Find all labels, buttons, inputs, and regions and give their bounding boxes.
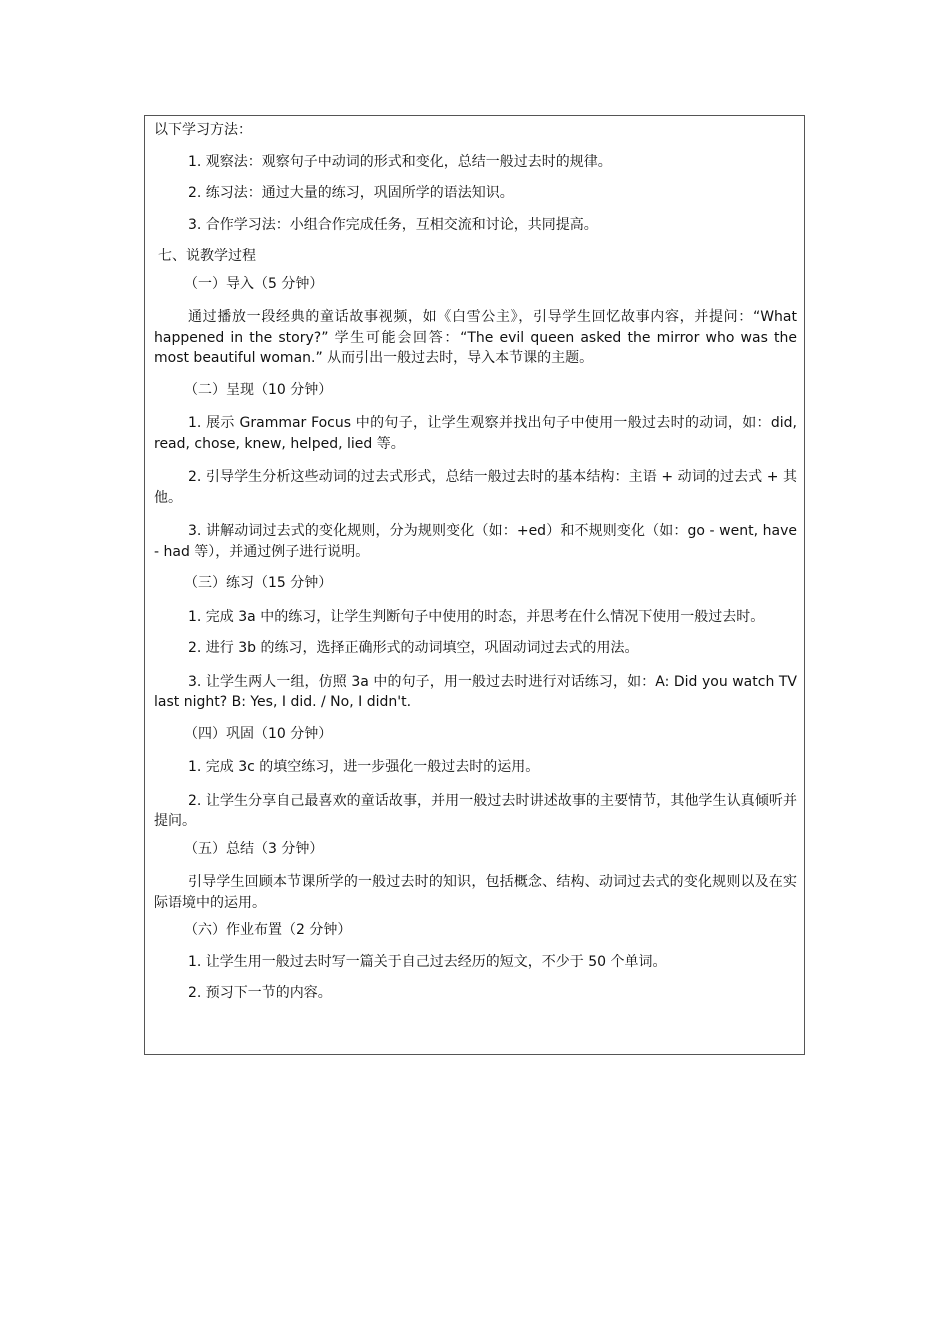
method-item: 2. 练习法：通过大量的练习，巩固所学的语法知识。 bbox=[188, 185, 514, 201]
consolidation-item: 2. 让学生分享自己最喜欢的童话故事，并用一般过去时讲述故事的主要情节，其他学生认真倾听并提问。 bbox=[154, 792, 797, 829]
homework-item: 2. 预习下一节的内容。 bbox=[188, 985, 332, 1001]
consolidation-item: 1. 完成 3c 的填空练习，进一步强化一般过去时的运用。 bbox=[188, 759, 540, 775]
lead-in-text: 通过播放一段经典的童话故事视频，如《白雪公主》，引导学生回忆故事内容，并提问：“What happened in the story?” 学生可能会回答：“The evil queen asked the mirror who was the most beautiful woman.” 从而引出一般过去时，导入本节课的主题。 bbox=[154, 309, 797, 366]
summary-title: （五）总结（3 分钟） bbox=[184, 840, 324, 857]
presentation-title: （二）呈现（10 分钟） bbox=[184, 381, 333, 398]
lead-in-title: （一）导入（5 分钟） bbox=[184, 275, 324, 292]
presentation-item: 1. 展示 Grammar Focus 中的句子，让学生观察并找出句子中使用一般过去时的动词，如：did, read, chose, knew, helped, lied 等。 bbox=[154, 415, 797, 452]
consolidation-title: （四）巩固（10 分钟） bbox=[184, 725, 333, 742]
presentation-item: 2. 引导学生分析这些动词的过去式形式，总结一般过去时的基本结构：主语 + 动词的过去式 + 其他。 bbox=[154, 469, 797, 506]
summary-text: 引导学生回顾本节课所学的一般过去时的知识，包括概念、结构、动词过去式的变化规则以及在实际语境中的运用。 bbox=[154, 874, 797, 911]
method-item: 1. 观察法：观察句子中动词的形式和变化，总结一般过去时的规律。 bbox=[188, 153, 612, 170]
homework-title: （六）作业布置（2 分钟） bbox=[184, 922, 352, 938]
lesson-plan-text bbox=[154, 120, 797, 1004]
section-title: 七、说教学过程 bbox=[158, 248, 256, 264]
practice-item: 2. 进行 3b 的练习，选择正确形式的动词填空，巩固动词过去式的用法。 bbox=[188, 640, 639, 656]
method-item: 3. 合作学习法：小组合作完成任务，互相交流和讨论，共同提高。 bbox=[188, 216, 598, 233]
practice-item: 3. 让学生两人一组，仿照 3a 中的句子，用一般过去时进行对话练习，如：A: Did you watch TV last night? B: Yes, I did. / No, I didn't. bbox=[154, 673, 797, 710]
homework-item: 1. 让学生用一般过去时写一篇关于自己过去经历的短文，不少于 50 个单词。 bbox=[188, 953, 667, 970]
intro-line: 以下学习方法： bbox=[154, 122, 252, 138]
presentation-item: 3. 讲解动词过去式的变化规则，分为规则变化（如：+ed）和不规则变化（如：go - went, have - had 等），并通过例子进行说明。 bbox=[154, 523, 797, 560]
practice-title: （三）练习（15 分钟） bbox=[184, 575, 333, 591]
practice-item: 1. 完成 3a 中的练习，让学生判断句子中使用的时态，并思考在什么情况下使用一般过去时。 bbox=[188, 608, 765, 625]
document-table-cell bbox=[144, 115, 805, 1055]
